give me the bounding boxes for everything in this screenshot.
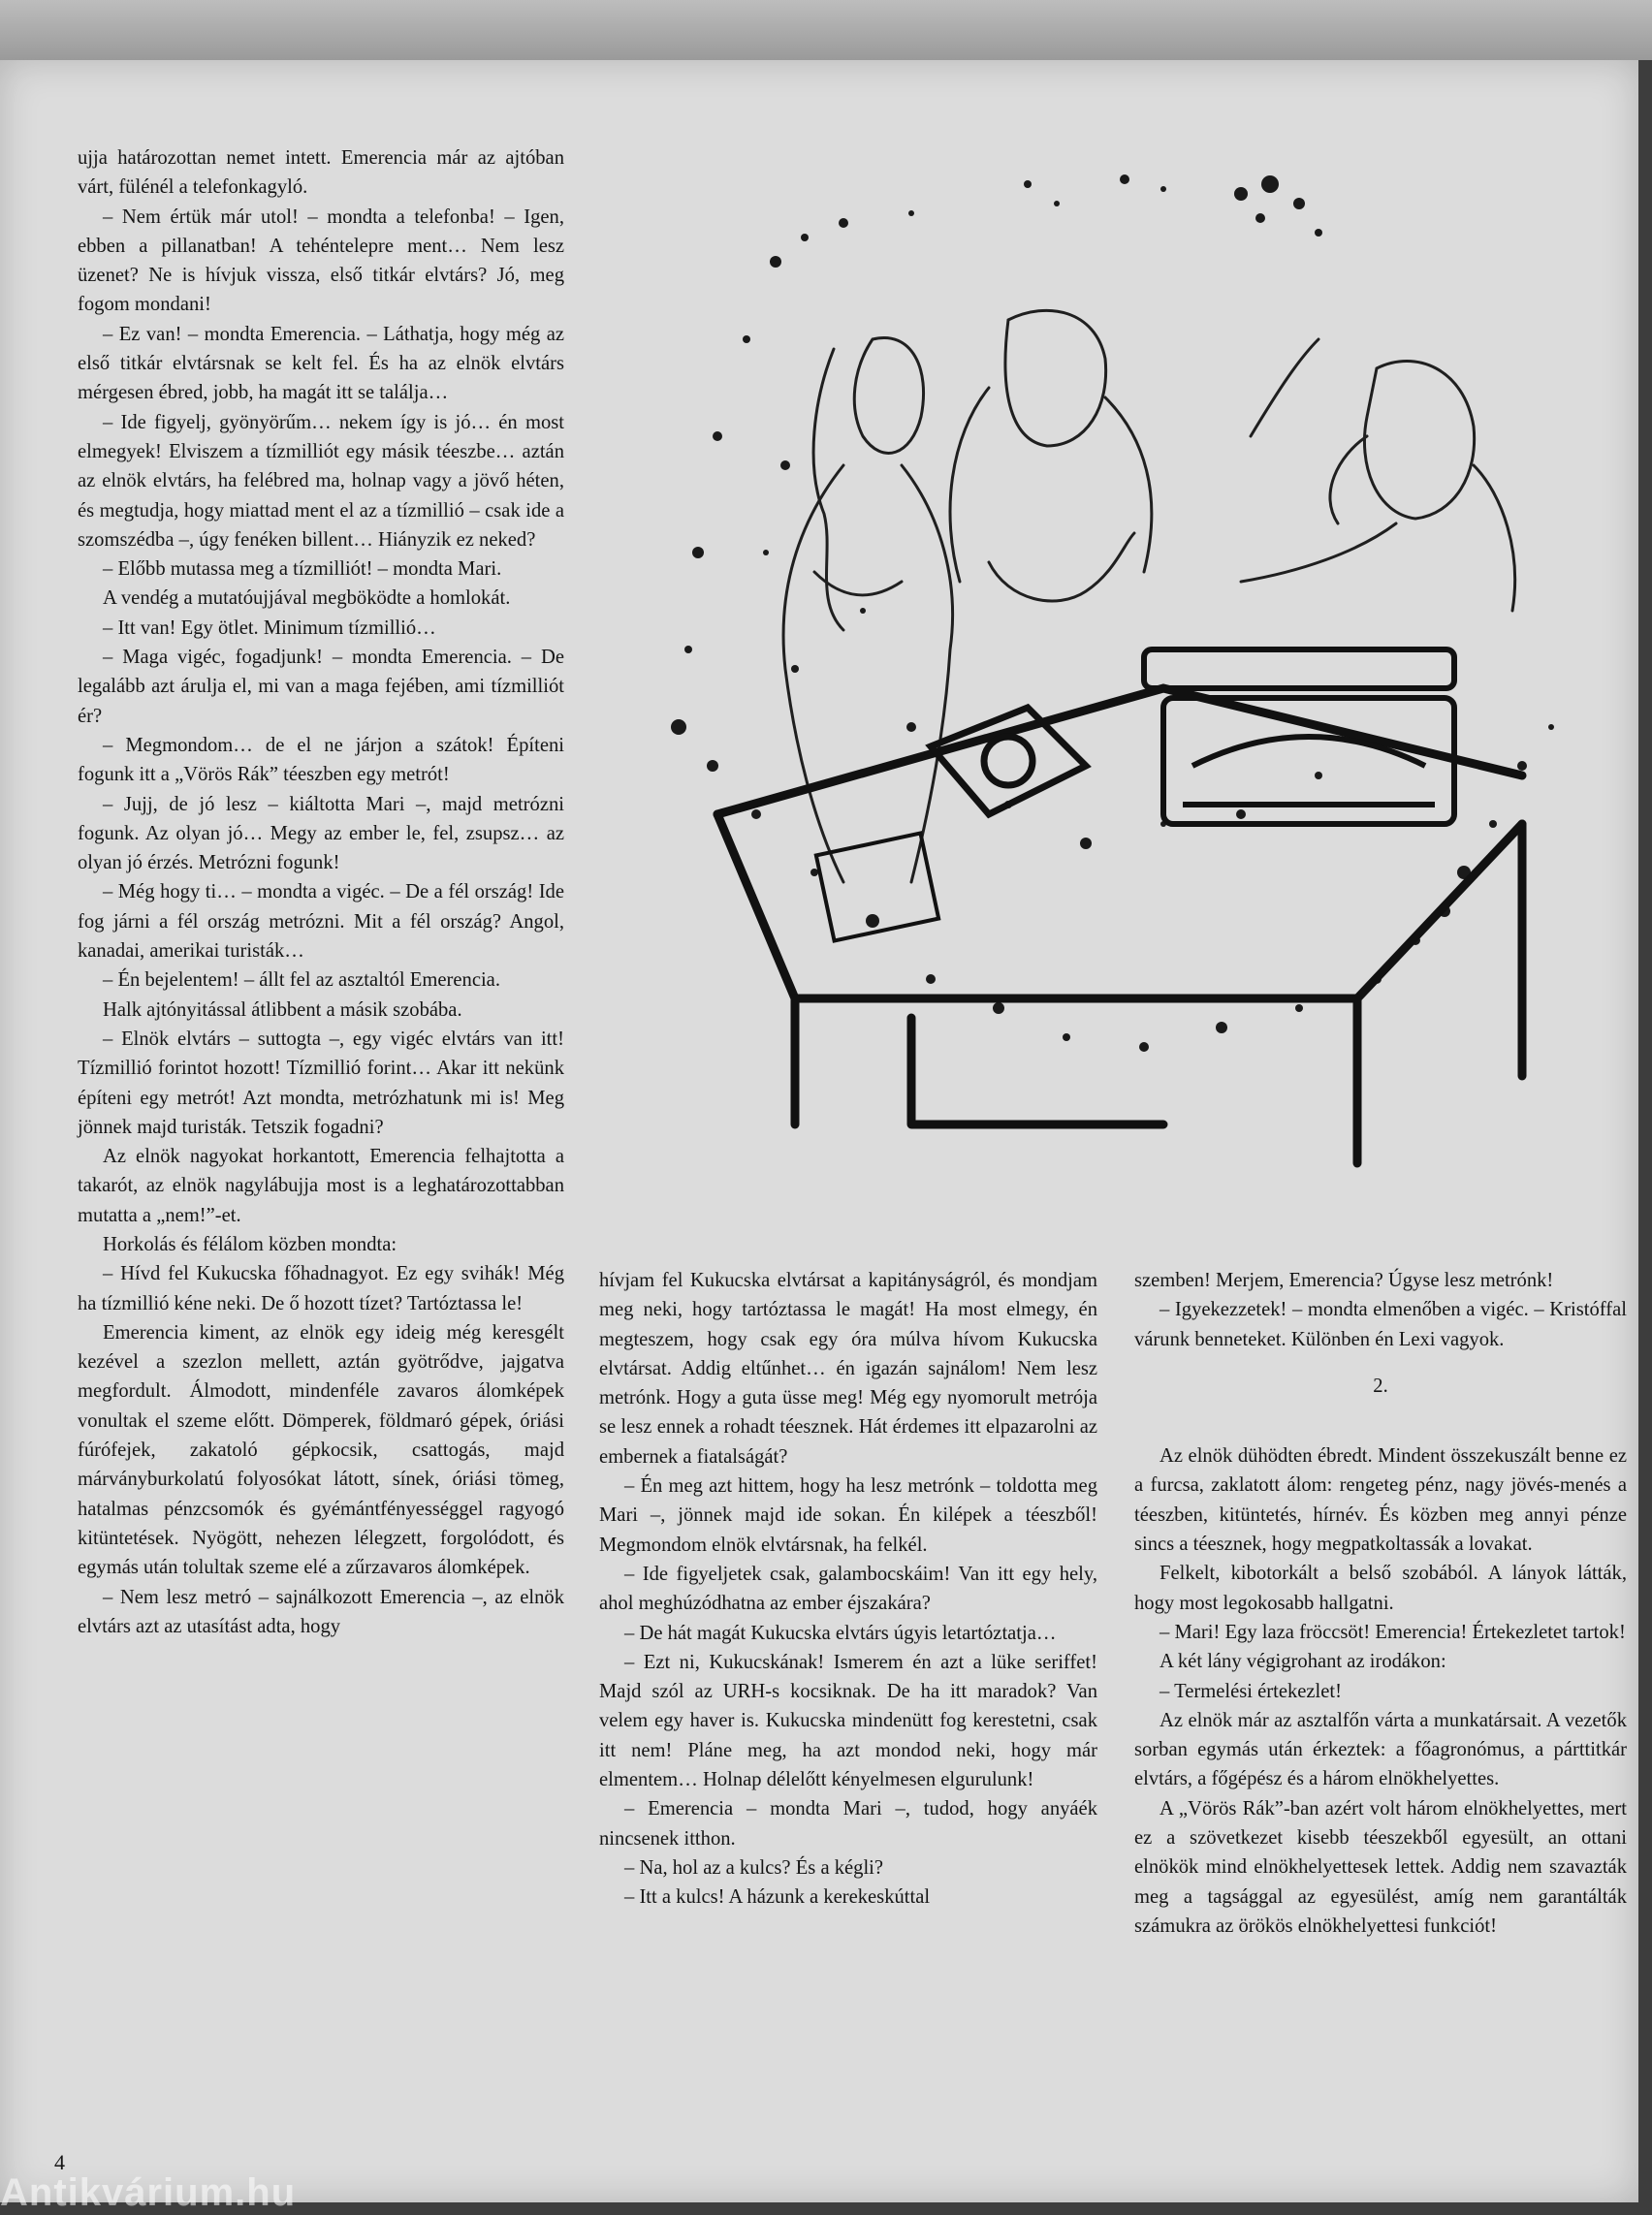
desk xyxy=(717,688,1522,1163)
paragraph: – Ide figyelj, gyönyörűm… nekem így is jó… én most elmegyek! Elviszem a tízmilliót egy másik téeszbe… aztán az elnök elvtárs, ha felébred ma, holnap vagy a jövő héten, és megtudja, hogy miattad ment el az a tízmillió – csak ide a szomszédba –, úgy fenéken billent… Hiányzik ez neked? xyxy=(78,411,564,551)
paragraph: – Hívd fel Kukucska főhadnagyot. Ez egy svihák! Még ha tízmillió kéne neki. De ő hozott tízet? Tartóztassa le! xyxy=(78,1263,564,1314)
paragraph: – Jujj, de jó lesz – kiáltotta Mari –, majd metrózni fogunk. Az olyan jó… Megy az ember le, fel, zsupsz… az olyan jó érzés. Metrózni fogunk! xyxy=(78,793,564,874)
paragraph: – Nem értük már utol! – mondta a telefonba! – Igen, ebben a pillanatban! A tehéntelepre ment… Nem lesz üzenet? Ne is hívjuk vissza, első titkár elvtárs? Jó, meg fogom mondani! xyxy=(78,206,564,316)
paragraph: – Még hogy ti… – mondta a vigéc. – De a fél ország! Ide fog járni a fél ország metrózni. Mit a fél ország? Angol, kanadai, amerikai turisták… xyxy=(78,881,564,963)
paragraph: – Elnök elvtárs – suttogta –, egy vigéc elvtárs van itt! Tízmillió forintot hozott! Tízmillió forint… Akar itt nekünk építeni egy metrót! Azt mondta, metrózhatunk mi is! Meg jönnek majd turisták. Tetszik fogadni? xyxy=(78,1028,564,1138)
paragraph: – Itt van! Egy ötlet. Minimum tízmillió… xyxy=(103,617,436,639)
page-number: 4 xyxy=(54,2150,65,2174)
paragraph: A két lány végigrohant az irodákon: xyxy=(1160,1651,1446,1673)
typewriter xyxy=(1144,649,1454,824)
telephone xyxy=(931,708,1086,814)
paragraph: – Ez van! – mondta Emerencia. – Láthatja, hogy még az első titkár elvtársnak se kelt fel. És ha az elnök elvtárs mérgesen ébred, jobb, ha magát itt se találja… xyxy=(78,323,564,404)
paragraph: Emerencia kiment, az elnök egy ideig még keresgélt kezével a szezlon mellett, aztán gyötrődve, jajgatva megfordult. Álmodott, mindenféle zavaros álomképek vonultak el szeme előtt. Dömperek, földmaró gépek, óriási fúrófejek, zakatoló gépkocsik, csattogás, majd márványburkolatú folyosókat látott, sínek, óriási tömeg, hatalmas pénzcsomók és gyémántfényességgel ragyogó kitüntetések. Nyögött, nehezen lélegzett, forgolódott, és egymás után tolultak szeme elé a zűrzavaros álomképek. xyxy=(78,1321,564,1579)
ink-splatter xyxy=(671,174,1554,1052)
paragraph: A „Vörös Rák”-ban azért volt három elnökhelyettes, mert ez a szövetkezet kisebb téeszekből egyesült, an ottani elnökök mind elnökhelyettesek lettek. Addig nem szavazták meg a tagsággal az egyesülést, amíg nem garantálták számukra az örökös elnökhelyettesi funkciót! xyxy=(1134,1797,1627,1937)
paragraph: Horkolás és félálom közben mondta: xyxy=(103,1233,397,1255)
figures xyxy=(783,310,1515,882)
paragraph: – Én bejelentem! – állt fel az asztaltól Emerencia. xyxy=(103,969,500,992)
paragraph: hívjam fel Kukucska elvtársat a kapitányságról, és mondjam meg neki, hogy tartóztassa le magát! Ha most elmegy, én megteszem, hogy csak egy óra múlva hívom Kukucska elvtársat. Addig eltűnhet… én igazán sajnálom! Nem lesz metrónk. Hogy a guta üsse meg! Még egy nyomorult metrója se lesz ennek a rohadt téesznek. Hát érdemes itt elpazarolni az embernek a fiatalságát? xyxy=(599,1270,1097,1468)
paragraph: ujja határozottan nemet intett. Emerencia már az ajtóban várt, fülénél a telefonkagyló. xyxy=(78,147,564,199)
scan-top-edge xyxy=(0,0,1652,60)
paragraph: Az elnök már az asztalfőn várta a munkatársait. A vezetők sorban egymás után érkeztek: a főagronómus, a párttitkár elvtárs, a főgépész és a három elnökhelyettes. xyxy=(1134,1709,1627,1790)
paragraph: szemben! Merjem, Emerencia? Úgyse lesz metrónk! xyxy=(1134,1270,1554,1291)
paragraph: – Itt a kulcs! A házunk a kerekeskúttal xyxy=(624,1886,931,1909)
chapter-heading: 2. xyxy=(1373,1375,1388,1397)
paragraph: – Előbb mutassa meg a tízmilliót! – mondta Mari. xyxy=(103,558,502,581)
illustration xyxy=(620,145,1609,1212)
paragraph: – Nem lesz metró – sajnálkozott Emerencia –, az elnök elvtárs azt az utasítást adta, hogy xyxy=(78,1586,564,1637)
paragraph: – Ezt ni, Kukucskának! Ismerem én azt a lüke seriffet! Majd szól az URH-s kocsiknak. De ha itt maradok? Van velem egy haver is. Kukucska mindenütt fog kerestetni, csak itt nem! Pláne meg, ha azt mondod neki, hogy már elmentem… Holnap délelőtt kényelmesen elgurulunk! xyxy=(599,1651,1097,1791)
text-column-1 xyxy=(78,143,564,1641)
paragraph: Felkelt, kibotorkált a belső szobából. A lányok látták, hogy most legokosabb hallgatni. xyxy=(1134,1563,1627,1614)
paragraph: – De hát magát Kukucska elvtárs úgyis letartóztatja… xyxy=(624,1622,1057,1644)
paragraph: A vendég a mutatóujjával megböködte a homlokát. xyxy=(103,587,511,610)
paragraph: – Megmondom… de el ne járjon a szátok! Építeni fogunk itt a „Vörös Rák” téeszben egy metrót! xyxy=(78,734,564,786)
paragraph: – Maga vigéc, fogadjunk! – mondta Emerencia. – De legalább azt árulja el, mi van a maga fejében, ami tízmilliót ér? xyxy=(78,647,564,727)
watermark: Antikvárium.hu xyxy=(0,2171,297,2214)
text-column-2 xyxy=(599,1266,1097,1913)
paragraph: – Na, hol az a kulcs? És a kégli? xyxy=(624,1856,884,1879)
text-column-3 xyxy=(1134,1266,1627,1941)
paragraph: – Emerencia – mondta Mari –, tudod, hogy anyáék nincsenek itthon. xyxy=(599,1798,1097,1850)
paragraph: – Én meg azt hittem, hogy ha lesz metrónk – toldotta meg Mari –, jönnek majd ide sokan. Én kilépek a téeszből! Megmondom elnök elvtársnak, ha felkél. xyxy=(599,1475,1097,1556)
paragraph: Az elnök dühödten ébredt. Mindent összekuszált benne ez a furcsa, zaklatott álom: rengeteg pénz, nagy jövés-menés a téeszben, kitüntetés, hírnév. És közben meg annyi pénze sincs a téesznek, hogy megpatkoltassák a lovakat. xyxy=(1134,1445,1627,1556)
paragraph: – Termelési értekezlet! xyxy=(1160,1680,1342,1702)
paragraph: – Mari! Egy laza fröccsöt! Emerencia! Értekezletet tartok! xyxy=(1160,1621,1626,1643)
paragraph: – Ide figyeljetek csak, galambocskáim! Van itt egy hely, ahol meghúzódhatna az ember éjszakára? xyxy=(599,1563,1097,1615)
paragraph: Halk ajtónyitással átlibbent a másik szobába. xyxy=(103,998,462,1021)
paragraph: Az elnök nagyokat horkantott, Emerencia felhajtotta a takarót, az elnök nagylábujja most is a leghatározottabban mutatta a „nem!”-et. xyxy=(78,1146,564,1226)
paragraph: – Igyekezzetek! – mondta elmenőben a vigéc. – Kristóffal várunk benneteket. Különben én Lexi vagyok. xyxy=(1134,1299,1627,1350)
